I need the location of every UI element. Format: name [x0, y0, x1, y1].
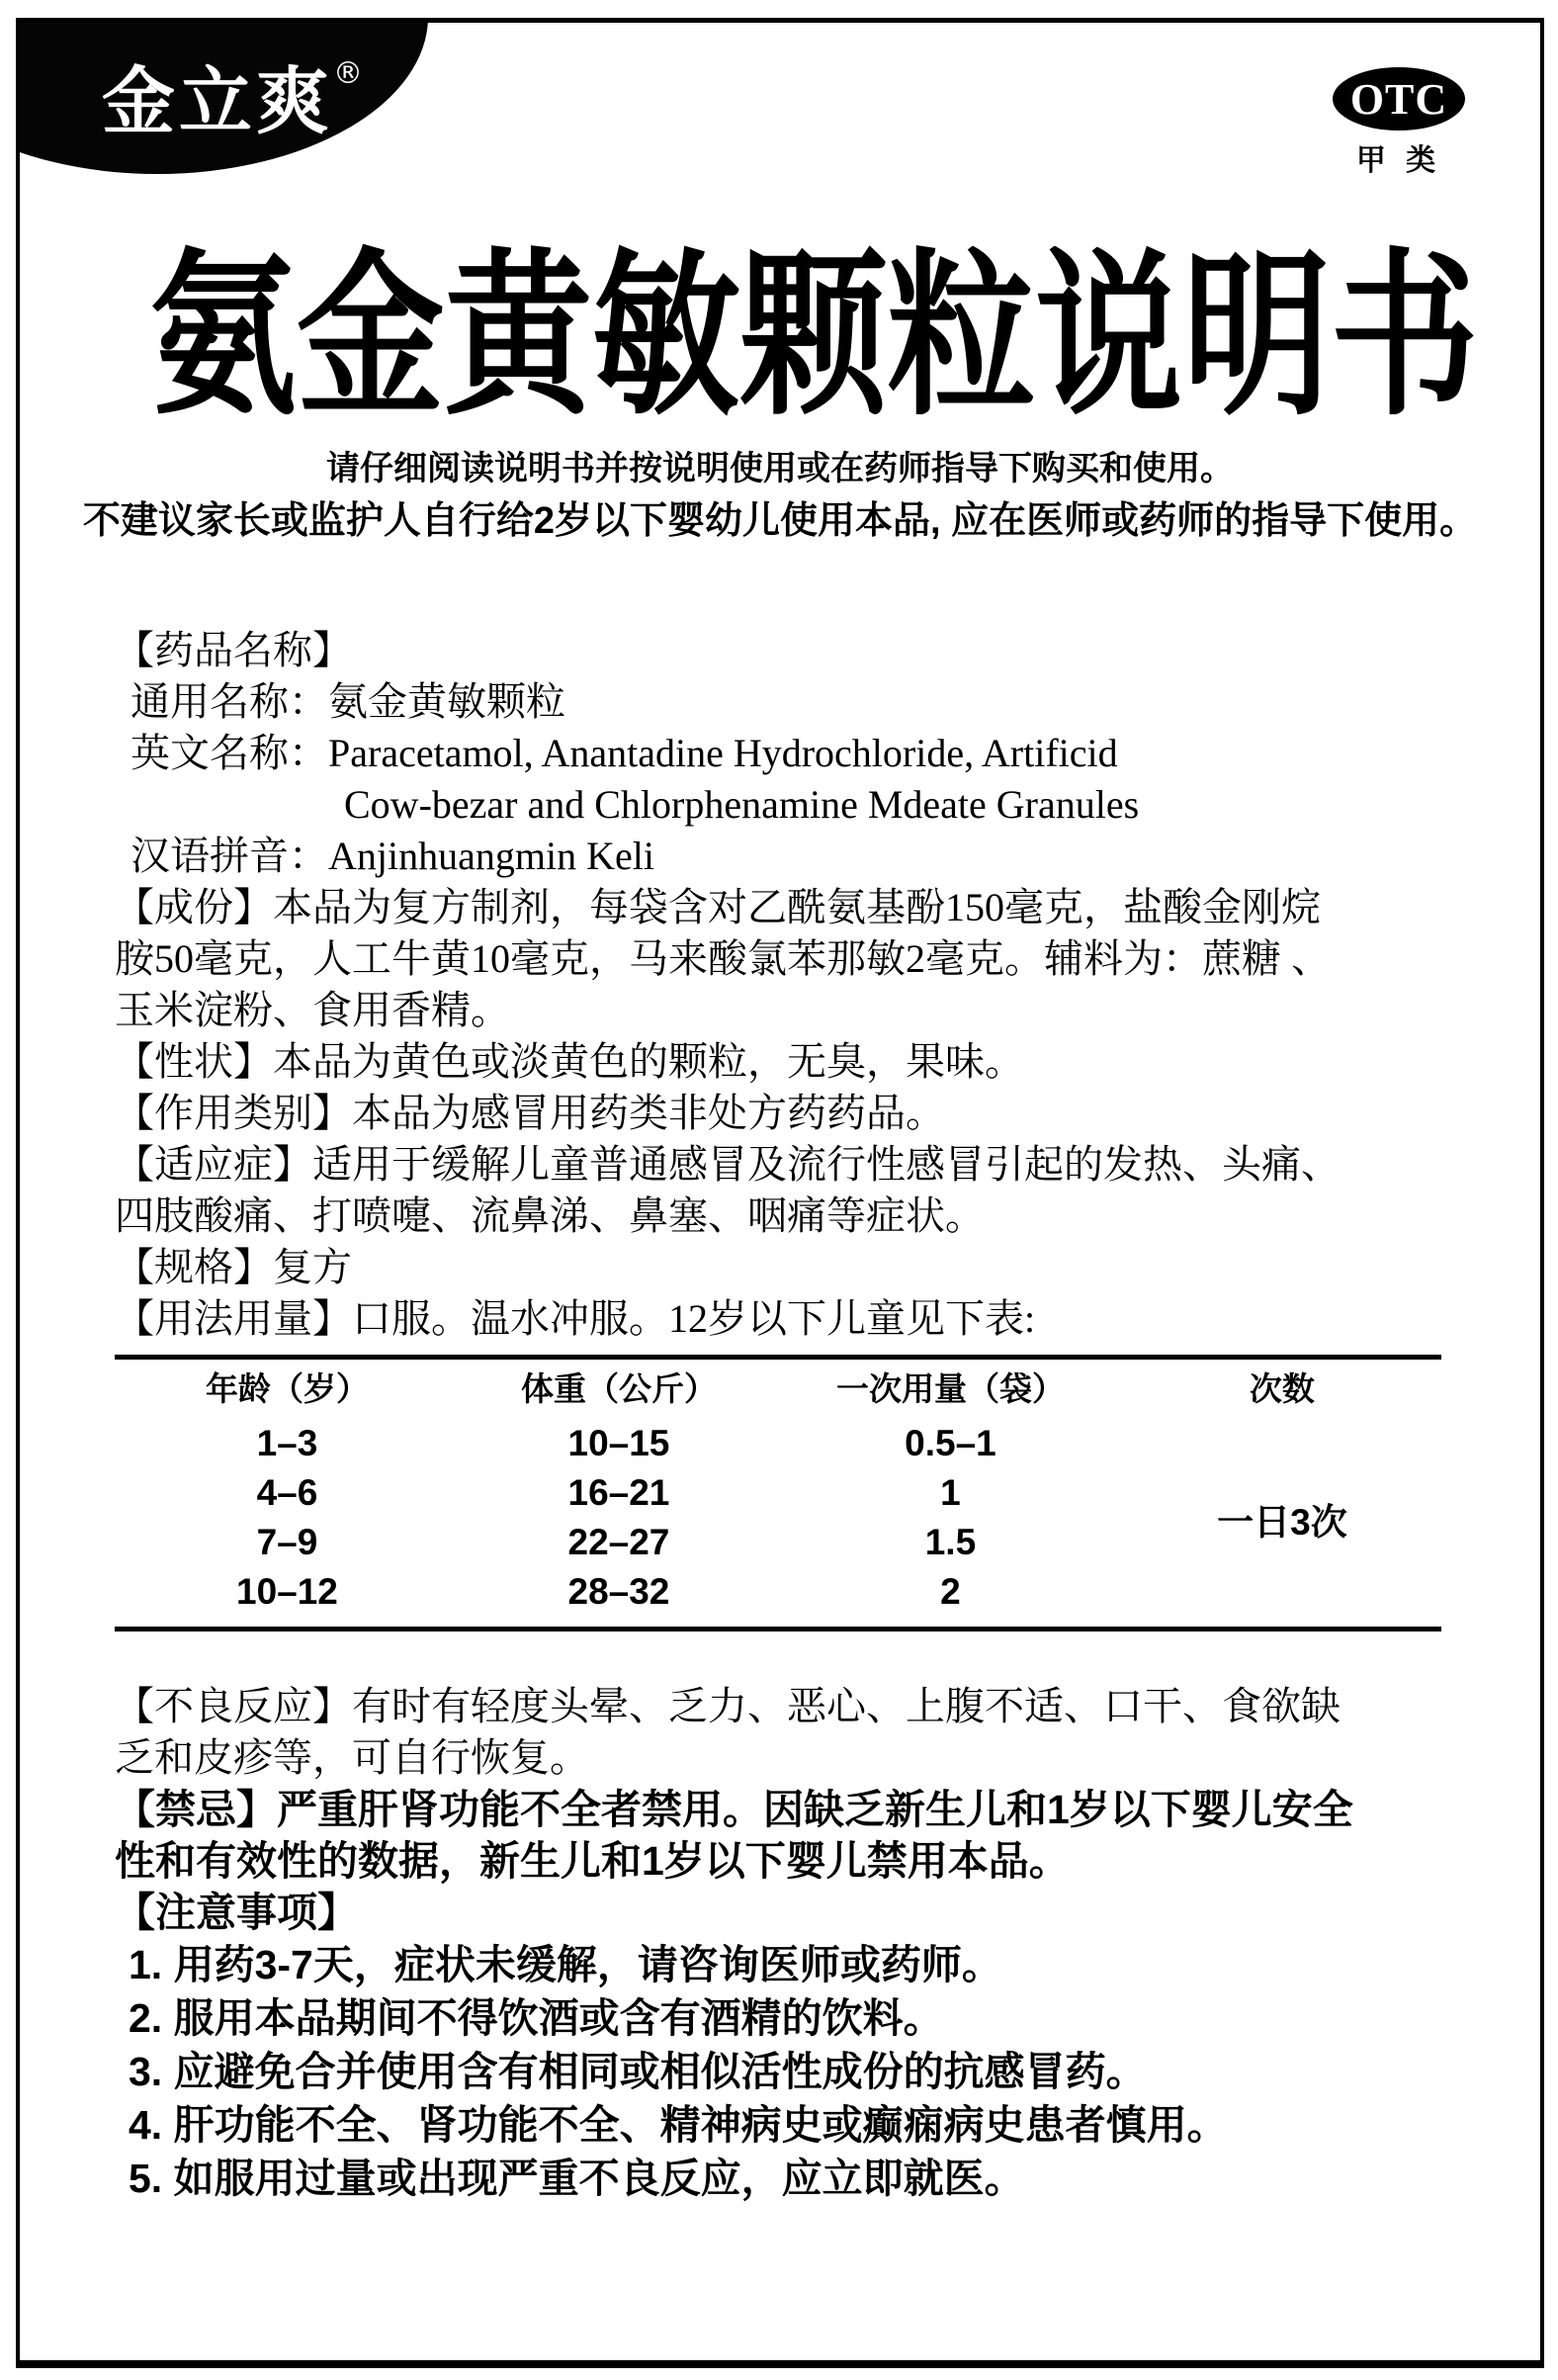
registered-trademark-icon: ® [333, 56, 363, 91]
brand-name: 金立爽 [102, 62, 333, 143]
weight-cell: 22–27 [567, 1522, 670, 1562]
contraindication-line-2: 性和有效性的数据，新生儿和1岁以下婴儿禁用本品。 [115, 1838, 1070, 1884]
weight-cell: 28–32 [567, 1571, 670, 1612]
spec-line: 【规格】复方 [115, 1245, 352, 1289]
header-frequency: 次数 [1249, 1370, 1315, 1407]
frequency-cell: 一日3次 [1217, 1502, 1347, 1543]
composition-line-3: 玉米淀粉、食用香精。 [115, 988, 510, 1032]
pinyin-name-line: 汉语拼音：Anjinhuangmin Keli [130, 834, 654, 878]
section-drug-name-heading: 【药品名称】 [115, 628, 352, 672]
english-name-line-2: Cow-bezar and Chlorphenamine Mdeate Granules [344, 782, 1140, 827]
age-cell: 10–12 [236, 1571, 338, 1612]
precaution-item-1: 1. 用药3-7天，症状未缓解，请咨询医师或药师。 [129, 1942, 1002, 1987]
precaution-item-4: 4. 肝功能不全、肾功能不全、精神病史或癫痫病史患者慎用。 [129, 2102, 1228, 2148]
table-header-row [115, 1360, 1441, 1419]
category-line: 【作用类别】本品为感冒用药类非处方药药品。 [115, 1091, 945, 1135]
indications-line-1: 【适应症】适用于缓解儿童普通感冒及流行性感冒引起的发热、头痛、 [115, 1142, 1341, 1187]
precautions-heading: 【注意事项】 [115, 1890, 358, 1935]
header-weight: 体重（公斤） [520, 1370, 717, 1407]
otc-badge [1333, 67, 1465, 131]
dose-cell: 1.5 [924, 1522, 977, 1562]
table-body [115, 1419, 1441, 1627]
composition-line-2: 胺50毫克，人工牛黄10毫克，马来酸氯苯那敏2毫克。辅料为：蔗糖 、 [115, 936, 1331, 981]
leaflet-body [20, 625, 1540, 2205]
precaution-item-5: 5. 如服用过量或出现严重不良反应，应立即就医。 [129, 2156, 1025, 2201]
usage-line: 【用法用量】口服。温水冲服。12岁以下儿童见下表: [115, 1296, 1036, 1341]
dosage-table [115, 1355, 1441, 1631]
table-bottom-rule [115, 1627, 1441, 1631]
indications-line-2: 四肢酸痛、打喷嚏、流鼻涕、鼻塞、咽痛等症状。 [115, 1193, 985, 1238]
header-dose: 一次用量（袋） [835, 1370, 1065, 1407]
header-age: 年龄（岁） [205, 1370, 369, 1407]
otc-class-label: 甲 类 [1355, 144, 1442, 177]
weight-cell: 16–21 [567, 1472, 670, 1513]
age-cell: 1–3 [256, 1423, 318, 1463]
brand-logo-text [102, 38, 363, 143]
composition-line-1: 【成份】本品为复方制剂，每袋含对乙酰氨基酚150毫克，盐酸金刚烷 [115, 885, 1321, 929]
precaution-item-2: 2. 服用本品期间不得饮酒或含有酒精的饮料。 [129, 1995, 944, 2041]
dose-cell: 2 [940, 1571, 961, 1612]
adverse-reactions-line-1: 【不良反应】有时有轻度头晕、乏力、恶心、上腹不适、口干、食欲缺 [115, 1684, 1341, 1728]
infant-warning-notice: 不建议家长或监护人自行给2岁以下婴幼儿使用本品, 应在医师或药师的指导下使用。 [82, 500, 1478, 542]
page-title: 氨金黄敏颗粒说明书 [148, 237, 1479, 436]
dose-cell: 0.5–1 [905, 1423, 996, 1463]
contraindication-line-1: 【禁忌】严重肝肾功能不全者禁用。因缺乏新生儿和1岁以下婴儿安全 [115, 1787, 1353, 1832]
adverse-reactions-line-2: 乏和皮疹等，可自行恢复。 [115, 1735, 589, 1780]
otc-badge-group [1333, 67, 1465, 179]
precaution-item-3: 3. 应避免合并使用含有相同或相似活性成份的抗感冒药。 [129, 2049, 1147, 2094]
otc-badge-text: OTC [1349, 74, 1448, 124]
age-cell: 4–6 [256, 1472, 318, 1513]
age-cell: 7–9 [256, 1522, 318, 1562]
generic-name-line: 通用名称：氨金黄敏颗粒 [130, 679, 565, 724]
english-name-line-1: 英文名称：Paracetamol, Anantadine Hydrochloride, Artificid [130, 731, 1118, 775]
properties-line: 【性状】本品为黄色或淡黄色的颗粒，无臭，果味。 [115, 1039, 1024, 1084]
dose-cell: 1 [940, 1472, 961, 1513]
weight-cell: 10–15 [567, 1423, 670, 1463]
reading-notice: 请仔细阅读说明书并按说明使用或在药师指导下购买和使用。 [326, 450, 1234, 487]
page-border-frame [16, 18, 1544, 2368]
brand-logo-ellipse [16, 18, 428, 174]
